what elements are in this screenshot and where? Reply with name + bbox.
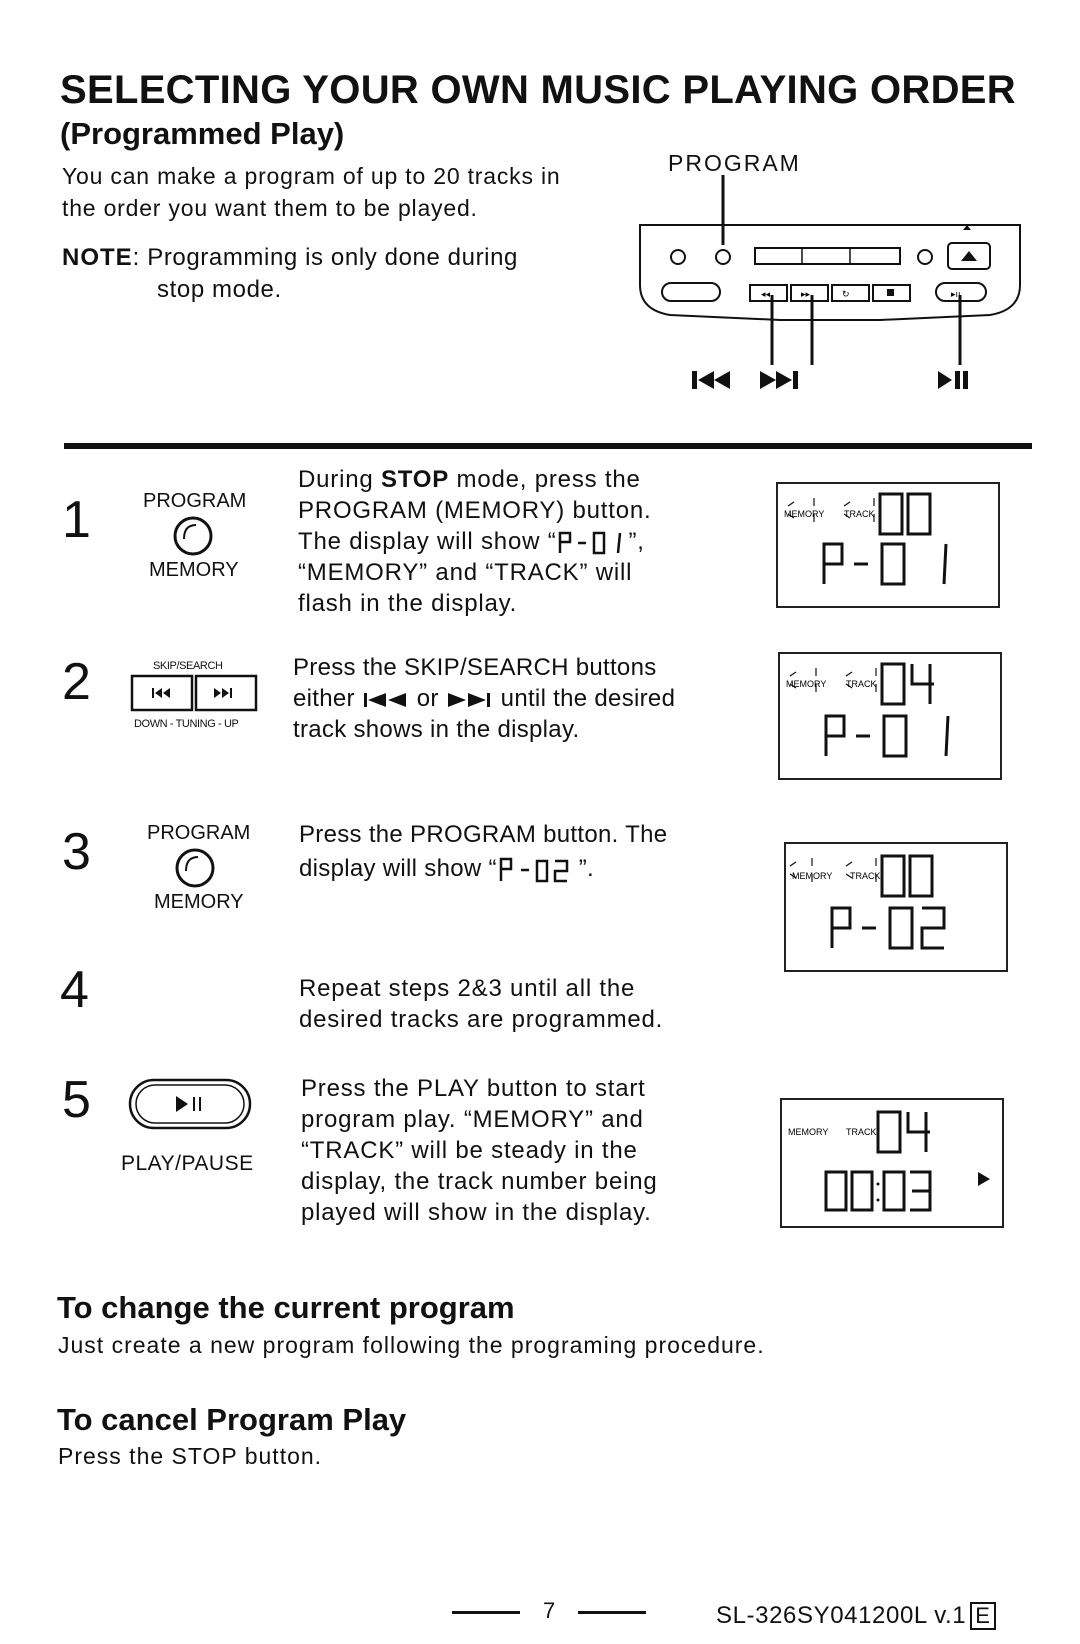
step-2-text-3: track shows in the display. [293,716,580,743]
cancel-program-heading: To cancel Program Play [57,1402,407,1437]
change-program-heading: To change the current program [57,1290,515,1325]
skip-back-icon [362,690,410,710]
step-1-text-2: PROGRAM (MEMORY) button. [298,497,652,524]
step-3-text-2c: ”. [578,855,595,882]
program-button-label: PROGRAM [143,490,247,512]
page-number: 7 [543,1598,556,1623]
lcd-memory-label: MEMORY [792,871,833,881]
skip-forward-icon [760,371,798,389]
lcd-track-label: TRACK [844,509,875,519]
step-4-text-1: Repeat steps 2&3 until all the [299,975,636,1002]
note-text-1: : Programming is only done during [132,244,518,271]
memory-button-label: MEMORY [154,891,244,913]
step-2-text-2b: or [409,685,446,712]
lcd-memory-label: MEMORY [786,679,827,689]
footer-rule-right [578,1611,646,1614]
lcd-display-step-3 [784,842,1008,972]
step-1-text-a: During [298,466,381,493]
lcd-display-step-2 [778,652,1002,780]
step-3-text-2a: display will show “ [299,855,497,882]
svg-text:▸ıı: ▸ıı [951,289,961,299]
display-p01-inline [556,529,628,557]
display-p02-inline [497,855,579,885]
page-subtitle: (Programmed Play) [60,116,345,151]
step-4-text-2: desired tracks are programmed. [299,1006,664,1033]
step-1-text [298,464,652,619]
step-5-text-1: Press the PLAY button to start [301,1075,646,1102]
play-pause-icon [938,371,968,389]
svg-text:↻: ↻ [842,289,850,299]
program-callout-label: PROGRAM [668,150,801,176]
step-1-text-c: mode, press the [449,466,641,493]
model-number: SL-326SY041200L v.1 [716,1602,967,1629]
down-tuning-up-label: DOWN - TUNING - UP [134,718,239,730]
step-number: 5 [62,1071,91,1129]
play-pause-button-icon [126,1076,256,1132]
skip-search-buttons-icon [130,674,258,714]
note-text-2: stop mode. [157,276,282,303]
step-2-text [293,652,675,745]
step-5-text-5: played will show in the display. [301,1199,652,1226]
note-label: NOTE [62,244,133,271]
lcd-track-label: TRACK [846,679,877,689]
skip-search-label: SKIP/SEARCH [153,660,223,672]
lcd-display-step-1 [776,482,1000,608]
device-front-panel-diagram [630,175,1030,415]
footer-rule-left [452,1611,520,1614]
model-code [716,1602,996,1630]
step-1-stop: STOP [380,466,450,493]
page-title: SELECTING YOUR OWN MUSIC PLAYING ORDER [60,68,1016,112]
step-1-text-3c: ”, [628,528,645,555]
intro-text: You can make a program of up to 20 tracks in the order you want them to be played. [62,163,561,221]
lcd-track-label: TRACK [850,871,881,881]
step-5-text-2: program play. “MEMORY” and [301,1106,644,1133]
section-divider [64,443,1032,449]
note-block [62,242,582,306]
step-5-text-4: display, the track number being [301,1168,658,1195]
step-2-text-2a: either [293,685,362,712]
program-button-icon [172,845,218,891]
step-number: 3 [62,823,91,881]
step-5-text [301,1073,658,1228]
program-button-label: PROGRAM [147,822,251,844]
step-number: 4 [60,961,89,1019]
step-2-text-1: Press the SKIP/SEARCH buttons [293,654,657,681]
step-3-text [299,818,667,886]
memory-button-label: MEMORY [149,559,239,581]
step-1-text-5: flash in the display. [298,590,518,617]
svg-text:▸▸: ▸▸ [801,289,811,299]
change-program-text: Just create a new program following the programing procedure. [58,1332,765,1358]
lcd-memory-label: MEMORY [784,509,825,519]
cancel-program-text: Press the STOP button. [58,1443,323,1469]
step-number: 1 [62,491,91,549]
language-box: E [970,1602,995,1630]
step-4-text [299,973,663,1035]
step-1-text-4: “MEMORY” and “TRACK” will [298,559,633,586]
step-1-text-3a: The display will show “ [298,528,557,555]
step-5-text-3: “TRACK” will be steady in the [301,1137,638,1164]
step-3-text-1: Press the PROGRAM button. The [299,821,668,848]
lcd-display-step-5 [780,1098,1004,1228]
program-button-icon [170,513,216,559]
lcd-memory-label: MEMORY [788,1127,829,1137]
play-pause-label: PLAY/PAUSE [121,1152,254,1175]
lcd-track-label: TRACK [846,1127,877,1137]
skip-forward-icon [446,690,494,710]
svg-text:◂◂: ◂◂ [761,289,771,299]
step-number: 2 [62,653,91,711]
step-2-text-2c: until the desired [493,685,676,712]
skip-back-icon [692,371,730,389]
play-indicator-icon [978,1172,990,1186]
